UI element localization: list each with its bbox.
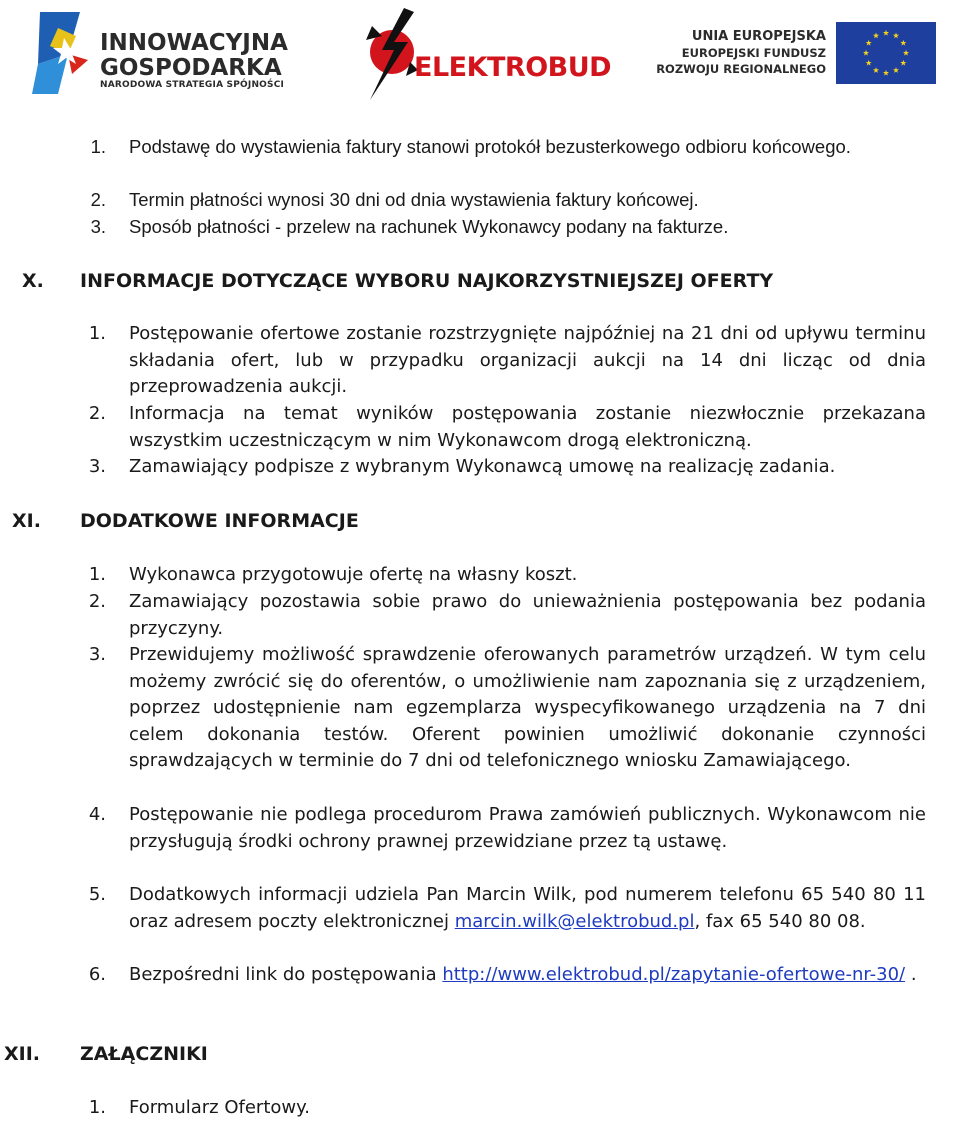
list-item-number: 3. <box>90 216 106 237</box>
section-title: DODATKOWE INFORMACJE <box>80 510 359 532</box>
list-item-text: Postępowanie nie podlega procedurom Prawa zamówień publicznych. Wykonawcom nie przysługują środki ochrony prawnej przewidziane przez tą ustawę. <box>129 804 926 852</box>
ig-line2: GOSPODARKA <box>100 55 282 81</box>
list-item-text: Postępowanie ofertowe zostanie rozstrzygnięte najpóźniej na 21 dni od upływu terminu składania ofert, lub w przypadku organizacji aukcji na 14 dni licząc od dnia przeprowadzenia aukcji. <box>129 323 926 397</box>
list-item-text: Sposób płatności - przelew na rachunek Wykonawcy podany na fakturze. <box>129 216 729 237</box>
elektrobud-wordmark: ELEKTROBUD <box>414 52 612 83</box>
list-item-number: 3. <box>88 644 106 665</box>
innowacyjna-gospodarka-logo <box>28 8 290 98</box>
email-link[interactable]: marcin.wilk@elektrobud.pl <box>454 910 695 932</box>
list-item-text: Formularz Ofertowy. <box>129 1097 310 1118</box>
list-item-number: 1. <box>88 1097 106 1118</box>
list-item-text: Termin płatności wynosi 30 dni od dnia wystawienia faktury końcowej. <box>129 189 699 210</box>
list-item-number: 3. <box>88 456 106 477</box>
section-number: X. <box>22 270 44 292</box>
eu-logo <box>658 20 938 86</box>
contact-fax-text: , fax 65 540 80 08. <box>694 910 866 932</box>
list-item-number: 1. <box>88 564 106 585</box>
list-item-number: 2. <box>90 189 106 210</box>
procedure-link[interactable]: http://www.elektrobud.pl/zapytanie-ofertowe-nr-30/ <box>442 964 906 985</box>
section-number: XII. <box>4 1043 41 1065</box>
section-title: ZAŁĄCZNIKI <box>80 1043 208 1065</box>
list-item-text: Informacja na temat wyników postępowania zostanie niezwłocznie przekazana wszystkim uczestniczącym w nim Wykonawcom drogą elektroniczną. <box>129 403 926 451</box>
list-item-number: 6. <box>88 964 106 985</box>
link-intro-text: Bezpośredni link do postępowania <box>129 964 443 985</box>
header-logos <box>0 0 960 110</box>
link-trailing-text: . <box>905 964 917 985</box>
list-item-number: 1. <box>90 136 106 157</box>
section-number: XI. <box>12 510 41 532</box>
ig-star-icon <box>28 8 98 98</box>
elektrobud-logo <box>360 6 612 102</box>
list-item-text <box>129 962 926 989</box>
ig-line1: INNOWACYJNA <box>100 30 288 56</box>
list-item-number: 2. <box>88 591 106 612</box>
ig-line3: NARODOWA STRATEGIA SPÓJNOŚCI <box>100 80 285 90</box>
elektrobud-bolt-icon <box>360 6 420 102</box>
list-item-text <box>129 882 926 935</box>
ue-line2: EUROPEJSKI FUNDUSZ <box>681 46 826 60</box>
list-item-number: 5. <box>88 884 106 905</box>
section-title: INFORMACJE DOTYCZĄCE WYBORU NAJKORZYSTNIEJSZEJ OFERTY <box>80 270 774 292</box>
ue-line1: UNIA EUROPEJSKA <box>691 29 826 44</box>
list-item-text: Wykonawca przygotowuje ofertę na własny koszt. <box>129 564 578 585</box>
eu-flag-icon <box>836 22 936 84</box>
list-item-text: Przewidujemy możliwość sprawdzenie oferowanych parametrów urządzeń. W tym celu możemy zwrócić się do oferentów, o umożliwienie nam zapoznania się z urządzeniem, poprzez udostępnienie nam egzemplarza wyspecyfikowanego urządzenia na 7 dni celem dokonania testów. Oferent powinien umożliwić dokonanie czynności sprawdzających w terminie do 7 dni od telefonicznego wniosku Zamawiającego. <box>129 644 926 771</box>
list-item-number: 4. <box>88 804 106 825</box>
list-item-number: 2. <box>88 403 106 424</box>
list-item-text: Zamawiający podpisze z wybranym Wykonawcą umowę na realizację zadania. <box>129 456 836 477</box>
contact-text: Dodatkowych informacji udziela Pan Marcin Wilk, pod numerem telefonu 65 540 80 11 oraz adresem poczty elektronicznej <box>129 884 926 932</box>
list-item-text: Zamawiający pozostawia sobie prawo do unieważnienia postępowania bez podania przyczyny. <box>129 591 926 639</box>
ue-line3: ROZWOJU REGIONALNEGO <box>656 62 826 76</box>
list-item-number: 1. <box>88 323 106 344</box>
list-item-text: Podstawę do wystawienia faktury stanowi protokół bezusterkowego odbioru końcowego. <box>129 136 851 157</box>
